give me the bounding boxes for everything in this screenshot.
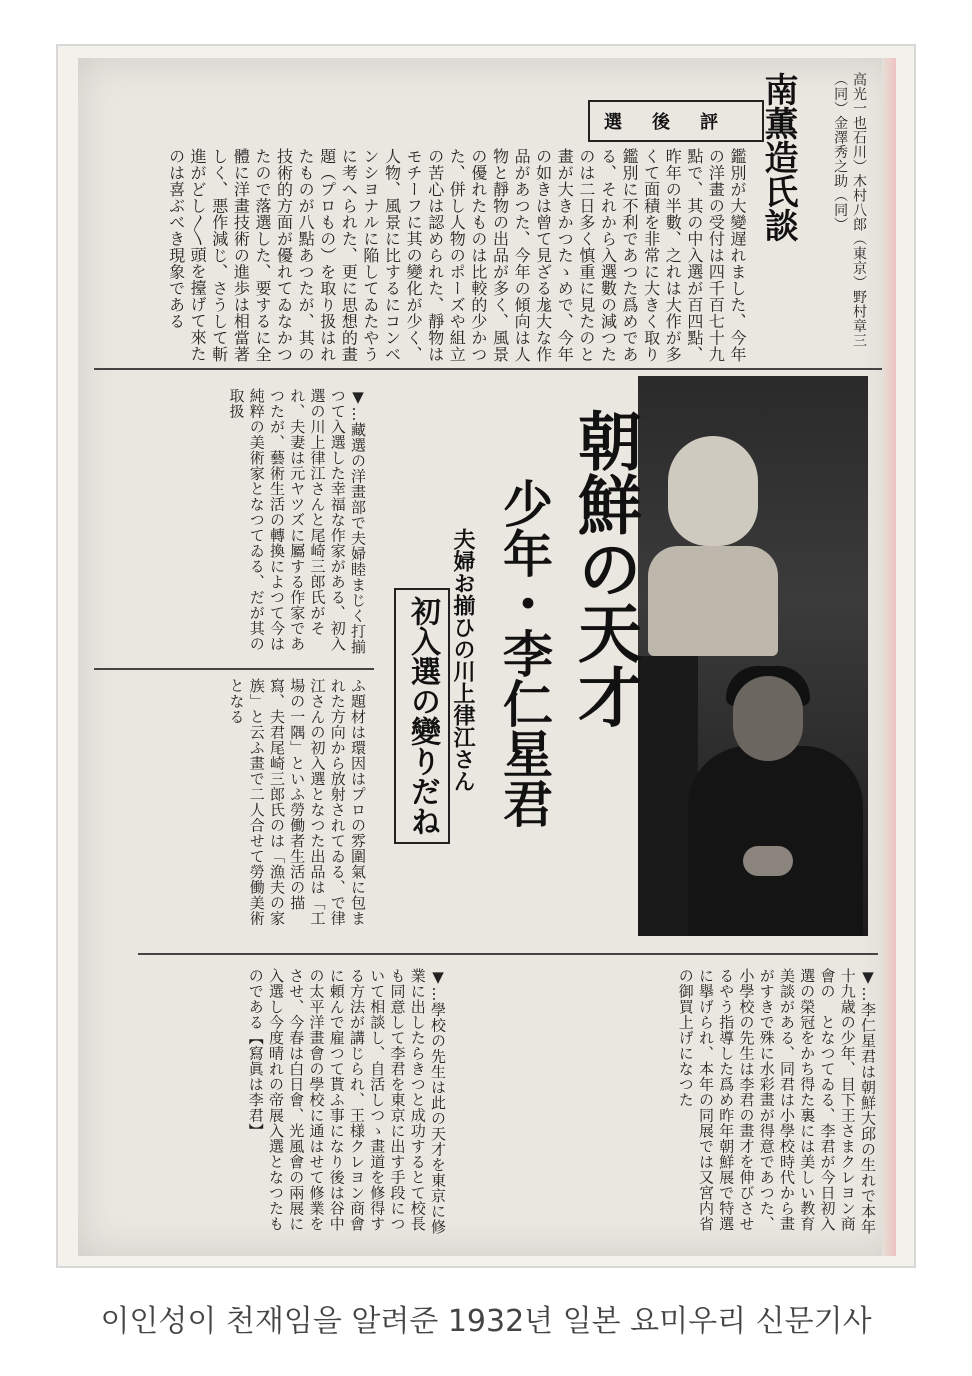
headline-main: 朝鮮の天才: [567, 408, 642, 728]
image-frame: [56, 44, 916, 1268]
top-names: 高光一也石川）木村八郎（東京）野村章三（同）金澤秀之助（同）: [832, 72, 867, 348]
image-caption: 이인성이 천재임을 알려준 1932년 일본 요미우리 신문기사: [100, 1304, 872, 1339]
bottom-column-b: ▼…學校の先生は此の天才を東京に修業に出したらきつと成功するとて校長も同意して李君を東京に出す手段について相談し、自活しつゝ畫道を修得する方法が講じられ、王様クレヨン商會に頼んで雇つて貰ふ事になり後は谷中の太平洋畫會の學校に通はせて修業をさせ、今春は白日會、光風會の兩展に入選し今度晴れの帝展入選となつたものである【寫眞は李君】: [246, 968, 447, 1235]
review-body: 鑑別が大變遅れました、今年の洋畫の受付は四千百七十九點で、其の中入選が百四點、昨年の半數、之れは大作が多くて面積を非常に大きく取り鑑別に不利であつた爲めである、それから入選數の減つたのは二日多く慎重に見たのと畫が大きかつたゝめで、今年の如きは曾て見ざる尨大な作品があつた、今年の傾向は人物と靜物の出品が多く、風景の優れたものは比較的少かつた、併し人物のポーズや組立の苦心は認められた、靜物はモチーフに其の變化が少く、人物、風景に比するにコンベンシヨナルに陥してゐたやうに考へられた、更に思想的畫題（プロもの）を取り扱はれたものが八點あつたが、其の技術的方面が優れてゐなかつたので落選した、要するに全體に洋畫技術の進歩は相當著しく、悪作減じ、さうして斬進がどし〳〵頭を擡げて來たのは喜ぶべき現象である: [166, 148, 747, 363]
headline-small: 夫婦お揃ひの川上律江さん: [450, 528, 476, 792]
mid-column-b: ふ題材は環因はプロの雰圍氣に包まれた方向から放射されてゐる、で律江さんの初入選となつた出品は「工場の一隅」といふ勞働者生活の描寫、夫君尾崎三郎氏のは「漁夫の家族」と云ふ畫で二人合せて勞働美術となる: [227, 678, 367, 926]
headline-sub: 少年・李仁星君: [495, 478, 554, 828]
portrait-photo-icon: [638, 376, 868, 936]
top-header: 南薫造氏談: [758, 72, 798, 242]
newspaper-clipping: [78, 58, 896, 1256]
mid-column-a: ▼…藏選の洋畫部で夫婦睦まじく打揃つて入選した幸福な作家がある、初入選の川上律江さんと尾崎三郎氏がそれ、夫妻は元ヤツズに屬する作家であつたが、藝術生活の轉換によつて今は純粹の美術家となつてゐる、だが其の取扱: [227, 388, 367, 655]
review-label: 選後評: [588, 100, 764, 142]
bottom-column-a: ▼…李仁星君は朝鮮大邱の生れで本年十九歳の少年、目下王さまクレヨン商會の となつてゐる、李君が今日初入選の榮冠をかち得た裏には美しい教育美談がある、同君は小學校時代から畫がすきで殊に水彩畫が得意であつた、小學校の先生は李君の畫才を伸びさせるやう指導した爲め昨年朝鮮展で特選に擧げられ、本年の同展では又宮内省の御買上げになつた: [676, 968, 877, 1235]
boxed-title: 初入選の變りだね: [394, 588, 450, 844]
